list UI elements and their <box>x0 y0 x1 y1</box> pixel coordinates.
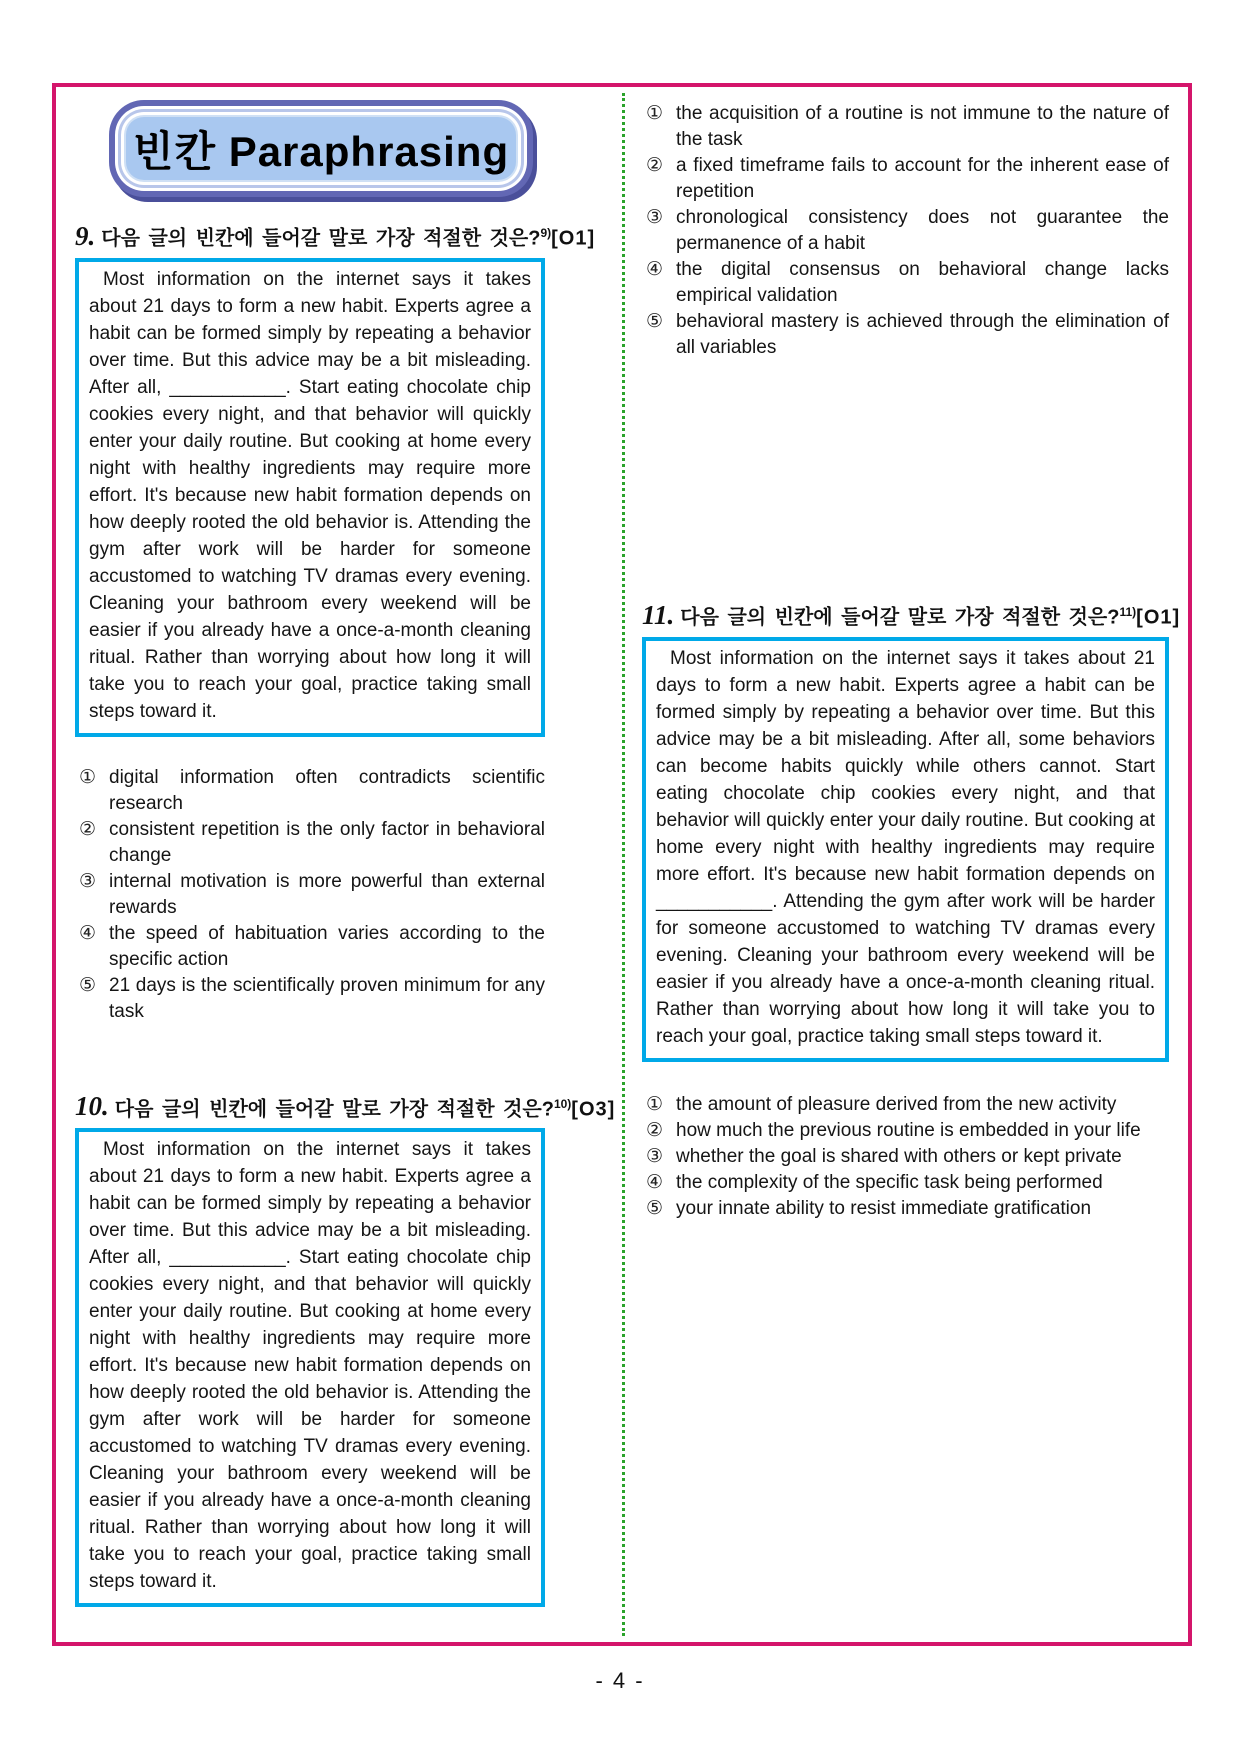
question-10-prompt: 다음 글의 빈칸에 들어갈 말로 가장 적절한 것은? <box>114 1098 554 1121</box>
question-9-footnote-mark: 9) <box>540 226 552 240</box>
option-3-text: chronological consistency does not guarantee the permanence of a habit <box>676 207 1169 254</box>
question-10-passage-box <box>75 1128 545 1607</box>
option-1-marker: ① <box>646 103 664 124</box>
question-9-options <box>75 765 545 1025</box>
option-1-marker: ① <box>646 1093 664 1115</box>
column-divider <box>622 93 625 1636</box>
question-10-option-3 <box>646 205 1169 257</box>
question-9-option-1 <box>79 765 545 817</box>
option-2-marker: ② <box>646 1119 664 1141</box>
option-3-marker: ③ <box>646 1145 664 1167</box>
option-5-marker: ⑤ <box>646 311 664 332</box>
question-11-option-2 <box>646 1118 1169 1144</box>
question-11-prompt: 다음 글의 빈칸에 들어갈 말로 가장 적절한 것은? <box>680 606 1120 629</box>
question-11-passage-text: Most information on the internet says it takes about 21 days to form a new habit. Experts agree a habit can be formed simply by repeating a behavior over time. But this advice may be a bit misleading. After all, some behaviors can become habits quickly while others cannot. Start eating chocolate chip cookies every night, and that behavior will quickly enter your daily routine. But cooking at home every night with healthy ingredients may require more effort. It's because new habit formation depends on ___________. Attending the gym after work will be harder for someone accustomed to watching TV dramas every evening. Cleaning your bathroom every weekend will be easier if you already have a once-a-month cleaning ritual. Rather than worrying about how long it will take you to reach your goal, practice taking small steps toward it. <box>656 647 1155 1047</box>
option-3-marker: ③ <box>79 870 97 892</box>
page-frame <box>52 83 1192 1646</box>
option-5-text: your innate ability to resist immediate gratification <box>676 1197 1092 1219</box>
option-3-text: internal motivation is more powerful than external rewards <box>109 870 545 918</box>
question-11-footnote-mark: 11) <box>1119 605 1137 619</box>
question-9-tag: [O1] <box>551 227 596 250</box>
question-10-option-2 <box>646 153 1169 205</box>
option-2-text: a fixed timeframe fails to account for the inherent ease of repetition <box>676 155 1169 202</box>
left-column <box>75 87 616 1642</box>
question-9-option-4 <box>79 921 545 973</box>
option-5-marker: ⑤ <box>646 1197 664 1219</box>
title-badge <box>126 117 516 180</box>
option-4-text: the digital consensus on behavioral change lacks empirical validation <box>676 259 1169 306</box>
question-10-option-4 <box>646 257 1169 309</box>
question-9-passage-text: Most information on the internet says it takes about 21 days to form a new habit. Experts agree a habit can be formed simply by repeating a behavior over time. But this advice may be a bit misleading. After all, ___________. Start eating chocolate chip cookies every night, and that behavior will quickly enter your daily routine. But cooking at home every night with healthy ingredients may require more effort. It's because new habit formation depends on how deeply rooted the old behavior is. Attending the gym after work will be harder for someone accustomed to watching TV dramas every evening. Cleaning your bathroom every weekend will be easier if you already have a once-a-month cleaning ritual. Rather than worrying about how long it will take you to reach your goal, practice taking small steps toward it. <box>89 268 531 722</box>
question-10-footnote-mark: 10) <box>553 1096 572 1111</box>
right-column <box>642 87 1181 1642</box>
option-2-marker: ② <box>79 818 97 840</box>
option-2-text: how much the previous routine is embedded in your life <box>676 1119 1141 1141</box>
question-9-option-3 <box>79 869 545 921</box>
option-1-text: the acquisition of a routine is not immune to the nature of the task <box>676 103 1169 150</box>
option-1-text: the amount of pleasure derived from the new activity <box>676 1093 1117 1115</box>
option-4-marker: ④ <box>646 259 664 280</box>
option-5-marker: ⑤ <box>79 974 97 996</box>
option-1-text: digital information often contradicts scientific research <box>109 766 545 814</box>
option-4-marker: ④ <box>646 1171 664 1193</box>
question-11-option-5 <box>646 1196 1169 1222</box>
question-11-options <box>642 1092 1169 1222</box>
option-1-marker: ① <box>79 766 97 788</box>
question-11-header <box>642 597 1181 633</box>
option-4-text: the complexity of the specific task being performed <box>676 1171 1103 1193</box>
question-11-option-1 <box>646 1092 1169 1118</box>
question-11-number: 11. <box>642 599 675 630</box>
question-10-passage-text: Most information on the internet says it takes about 21 days to form a new habit. Experts agree a habit can be formed simply by repeating a behavior over time. But this advice may be a bit misleading. After all, ___________. Start eating chocolate chip cookies every night, and that behavior will quickly enter your daily routine. But cooking at home every night with healthy ingredients may require more effort. It's because new habit formation depends on how deeply rooted the old behavior is. Attending the gym after work will be harder for someone accustomed to watching TV dramas every evening. Cleaning your bathroom every weekend will be easier if you already have a once-a-month cleaning ritual. Rather than worrying about how long it will take you to reach your goal, practice taking small steps toward it. <box>89 1139 531 1593</box>
option-5-text: behavioral mastery is achieved through the elimination of all variables <box>676 311 1169 358</box>
question-9-number: 9. <box>75 220 96 251</box>
option-3-text: whether the goal is shared with others or kept private <box>676 1145 1122 1167</box>
question-10-option-5 <box>646 309 1169 361</box>
question-9-passage-box <box>75 258 545 737</box>
question-11-tag: [O1] <box>1136 606 1181 629</box>
question-9-option-5 <box>79 973 545 1025</box>
question-9-prompt: 다음 글의 빈칸에 들어갈 말로 가장 적절한 것은? <box>101 227 541 250</box>
question-10-option-1 <box>646 101 1169 153</box>
page-title: 빈칸 Paraphrasing <box>132 127 510 175</box>
option-2-marker: ② <box>646 155 664 176</box>
option-4-marker: ④ <box>79 922 97 944</box>
question-11-option-3 <box>646 1144 1169 1170</box>
question-10-number: 10. <box>75 1091 109 1122</box>
option-4-text: the speed of habituation varies according to the specific action <box>109 922 545 970</box>
question-10-header <box>75 1089 616 1125</box>
question-10-options <box>642 101 1169 361</box>
question-9-header <box>75 218 596 254</box>
question-10-tag: [O3] <box>571 1098 616 1121</box>
option-5-text: 21 days is the scientifically proven minimum for any task <box>109 974 545 1022</box>
page-number: - 4 - <box>595 1668 645 1693</box>
option-2-text: consistent repetition is the only factor in behavioral change <box>109 818 545 866</box>
question-9-option-2 <box>79 817 545 869</box>
question-11-option-4 <box>646 1170 1169 1196</box>
question-11-passage-box <box>642 637 1169 1062</box>
option-3-marker: ③ <box>646 207 664 228</box>
